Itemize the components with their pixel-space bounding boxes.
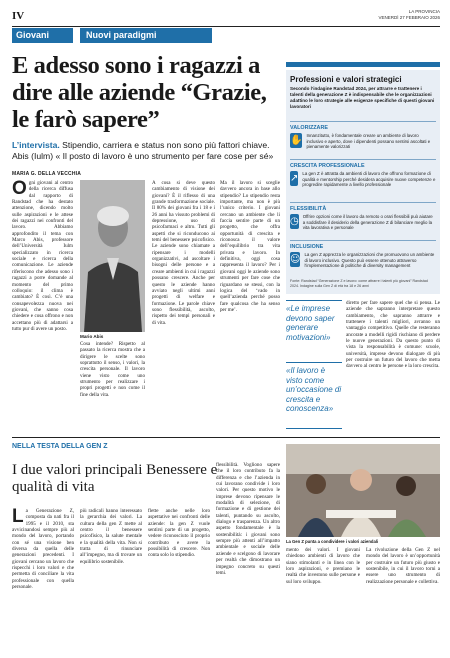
article-column-1 — [12, 180, 73, 433]
portrait-photo — [80, 180, 145, 332]
bottom-column-5: mento dei valori. I giovani chiedono ambienti di lavoro che siano stimolanti e in linea con le loro aspirazioni, e premiano le realtà che investono sulle persone e sul loro sviluppo. — [286, 547, 360, 585]
handshake-icon: ✋ — [290, 135, 303, 146]
infobox-row-text: La gen Z apprezza le organizzazioni che promuovono un ambiente di lavoro inclusivo. Questo può essere ottenuto attraverso l’implementazione di politiche di diversity management — [304, 252, 435, 269]
bottom-column-3: flette anche nelle loro aspettative nei confronti delle aziende: la gen Z vuole sentirsi parte di un progetto, vedere riconosciuto il proprio contributo e avere la possibilità di crescere. Non conta solo lo stipendio. — [148, 508, 210, 559]
infobox-divider — [290, 202, 436, 203]
people-icon: ☺ — [290, 254, 301, 265]
infobox-title: Professioni e valori strategici — [290, 75, 402, 84]
bottom-column-1 — [12, 508, 74, 654]
section-title: Nuovi paradigmi — [80, 28, 212, 43]
standfirst-lead: L’intervista. — [12, 140, 60, 150]
infobox-divider — [290, 159, 436, 160]
standfirst-text: Stipendio, carriera e status non sono più fattori chiave. Abis (Iulm) « Il posto di lavoro è uno strumento per fare cose per sé» — [12, 140, 274, 161]
photo-caption: Mario Abis — [80, 334, 104, 339]
infobox-row-head: CRESCITA PROFESSIONALE — [290, 163, 365, 169]
infobox-divider — [290, 240, 436, 241]
article-column-3: A cosa si deve questo cambiamento di visione dei giovani? È il riflesso di una grande trasformazione sociale. Il 80% dei giovani fra i 18 e i 26 anni ha vissuto problemi di depressione, uso di psicofarmaci e altro. Tutti gli aspetti che si riconducono ai temi del benessere psicofisico. Le aziende sono chiamate a ripensare i modelli organizzativi, ad ascoltare i bisogni delle persone e a creare ambienti in cui i ragazzi possano crescere. Anche per questo le aziende hanno avviato negli ultimi anni progetti di welfare e formazione. Le parole chiave sono flessibilità, ascolto, rispetto dei tempi personali e di vita. — [152, 180, 215, 326]
top-rule — [12, 26, 440, 27]
quote-rule — [286, 428, 342, 429]
infobox-row-valorizzare — [290, 121, 436, 150]
main-headline: E adesso sono i ragazzi a dire alle aziende “Grazie, le farò sapere” — [12, 52, 267, 133]
quote-rule — [286, 300, 342, 301]
infobox-row-crescita — [290, 159, 436, 188]
masthead-title: LA PROVINCIA — [408, 9, 440, 14]
masthead — [378, 9, 440, 21]
growth-icon: ↗ — [290, 173, 299, 184]
group-photo — [286, 444, 440, 537]
infobox-row-text: Offrire opzioni come il lavoro da remoto o orari flessibili può aiutare a soddisfare il desiderio della generazione Z di bilanciare meglio la vita lavorativa e personale — [302, 214, 433, 231]
infobox-accent-bar — [286, 62, 440, 67]
drop-cap: L — [12, 508, 24, 527]
portrait-illustration — [80, 180, 145, 332]
bottom-kicker: NELLA TESTA DELLA GEN Z — [12, 443, 108, 450]
infobox-row-text: La gen Z è attratta da ambienti di lavoro che offrono formazione di qualità e mentorship perché desidera acquisire nuove competenze e progredire rapidamente a livello professionale — [302, 171, 436, 188]
infobox-divider — [290, 121, 436, 122]
infobox-row-head: FLESSIBILITÀ — [290, 206, 327, 212]
infobox-intro: Secondo l’indagine Randstad 2024, per attrarre e trattenere i talenti della generazione Z è indispensabile che le organizzazioni adattino le loro strategie alle esigenze specifiche di questi giovani lavoratori — [290, 86, 435, 109]
quote-rule — [286, 362, 342, 363]
infobox-row-text: Innanzitutto, è fondamentale creare un ambiente di lavoro inclusivo e aperto, dove i dipendenti possano sentirsi ascoltati e pienamente valorizzati — [306, 133, 431, 150]
pull-quote-1: «Le imprese devono saper generare motivazioni» — [286, 304, 335, 342]
bottom-column-6: La rivoluzione della Gen Z nel mondo del lavoro è un’opportunità per costruire un futuro più giusto e sostenibile, in cui il lavoro torni a essere uno strumento di realizzazione personale e collettiva. — [366, 547, 440, 585]
section-divider — [12, 437, 440, 438]
bottom-headline: I due valori principali Benessere e qualità di vita — [12, 462, 218, 495]
drop-cap: O — [12, 180, 27, 199]
group-photo-caption: La Gen Z punta a condividere i valori aziendali — [286, 539, 379, 544]
bottom-column-2: più radicali hanno interessato la gerarchia dei valori. La cultura della gen Z mette al centro il benessere psicofisico, la salute mentale e la qualità della vita. Non si tratta di rinunciare all’impegno, ma di trovare un equilibrio sostenibile. — [80, 508, 142, 565]
bottom-text-1: a Generazione Z, composta da nati fra il 1995 e il 2010, sta avvicinandosi sempre più al mondo del lavoro, portando con sé una visione ben diversa da quella delle generazioni precedenti. I giovani cercano un lavoro che rispecchi i loro valori e che permetta di conciliare la vita professionale con quella personale. — [12, 508, 74, 591]
bottom-column-4: flessibilità. Vogliono sapere che il loro contributo fa la differenza e che l’azienda in cui lavorano condivide i loro valori. Per questo motivo le imprese devono ripensare le modalità di selezione, di formazione e di gestione dei talenti, puntando su ascolto, dialogo e trasparenza. Un altro aspetto fondamentale è la sostenibilità: i giovani sono sempre più attenti all’impatto ambientale e sociale delle aziende e scelgono di lavorare per realtà che dimostrano un impegno concreto su questi temi. — [216, 462, 280, 576]
infobox-source: Fonte: Randstad “Generazione Z e lavoro: come attrarre i talenti più giovani” Randstad 2024. Indagine sulla Gen Z di età tra 18 e 26 anni — [290, 279, 428, 288]
article-column-4: Ma il lavoro si sceglie davvero ancora in base allo stipendio? Lo stipendio resta importante, ma non è più l’unico criterio. I giovani cercano un ambiente che li faccia sentire parte di un progetto, che offra opportunità di crescita e riconosca il valore dell’equilibrio tra vita privata e lavoro. In definitiva, oggi cosa rappresenta il lavoro? Per i giovani oggi le aziende sono strumenti per fare cose che riguardano se stessi, con la logica del ‘vado in quell’azienda perché posso fare qualcosa che ha senso per me’. — [220, 180, 280, 313]
standfirst — [12, 140, 274, 162]
article-column-5: diretto per fare sapere quel che si pensa. Le aziende che sapranno interpretare questo cambiamento, che sapranno attrarre e trattenere i talenti migliori, avranno un vantaggio competitivo. Quelle che resteranno ancorate a modelli rigidi rischiano di perdere le nuove generazioni. Da questo punto di vista la responsabilità è comune: scuole, università, imprese devono dialogare di più per costruire un futuro del lavoro che metta davvero al centro le persone e la loro crescita. — [346, 300, 440, 370]
infobox-row-flessibilita — [290, 202, 436, 231]
pull-quote-2: «Il lavoro è visto come un’occasione di crescita e conoscenza» — [286, 366, 342, 414]
infobox-row-head: INCLUSIONE — [290, 244, 324, 250]
masthead-date: VENERDÌ 27 FEBBRAIO 2026 — [378, 15, 440, 20]
group-illustration — [286, 444, 440, 537]
byline: MARIA G. DELLA VECCHIA — [12, 171, 82, 177]
article-text-1: gni giovani al centro della ricerca diffusa dal rapporto di Randstad che ha destato attenzione, dicendo molto sulle aspirazioni e le attese dei ragazzi nei confronti del lavoro. Abbiamo approfondito il tema con Marco Abis, professore dell’Università Iulm specializzato in ricerca sociale e ricerca della comunicazione. Le aziende riferiscono che adesso sono i ragazzi a porre domande al momento del primo colloquio: il clima è cambiato? È così. C’è una consapevolezza nuova nei giovani, che sanno cosa chiedere e cosa offrono e non accettano più di adattarsi a tutto pur di avere un posto. — [12, 180, 73, 332]
infobox-row-head: VALORIZZARE — [290, 125, 328, 131]
article-column-2: Cosa intende? Rispetto al passato la ricerca mostra che a dirigere le scelte sono soprattutto il senso, i valori, la crescita personale. Il lavoro viene visto come uno strumento per realizzare i propri progetti e non come il fine della vita. — [80, 341, 145, 398]
section-label: Giovani — [12, 28, 73, 43]
clock-icon: ◷ — [290, 216, 299, 227]
infobox-row-inclusione — [290, 240, 436, 269]
page-number: IV — [12, 10, 25, 22]
